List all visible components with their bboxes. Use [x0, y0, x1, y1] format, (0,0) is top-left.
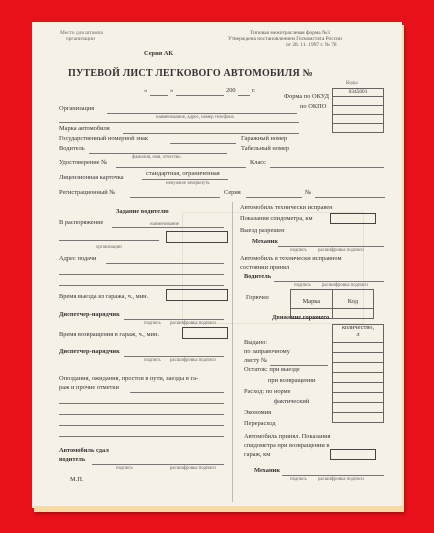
dispatcher1-decoding-hint: расшифровка подписи	[170, 321, 216, 326]
license-class-label: Класс	[250, 159, 266, 166]
series-label: Серия АК	[144, 50, 174, 57]
handed-label: Автомобиль сдал	[59, 447, 109, 454]
reg-number-label: Регистрационный №	[59, 189, 116, 196]
form-type: Типовая межотраслевая форма №3	[250, 30, 330, 36]
gov-number-label: Государственный номерной знак	[59, 135, 148, 142]
paper-stack-edge	[34, 506, 404, 512]
gov-number-line	[170, 143, 236, 144]
fuel-movement-heading: Движение горючего	[272, 314, 330, 321]
license-card-value: стандартная, ограниченная	[146, 170, 220, 177]
driver-hint: фамилия, имя, отчество	[132, 155, 181, 160]
codes-table	[332, 88, 384, 133]
mechanic-label: Механик	[252, 238, 279, 245]
return-time-label: Время возвращения в гараж, ч., мин.	[59, 331, 159, 338]
disposal-name-hint: наименование	[150, 222, 179, 227]
delays-line-2	[59, 403, 224, 404]
address-label: Адрес подачи	[59, 255, 97, 262]
organization-line-2	[59, 122, 299, 123]
accepted-driver-line	[274, 281, 384, 282]
delays-line-5	[59, 436, 224, 437]
mechanic2-decoding-hint: расшифровка подписи	[318, 477, 364, 482]
disposal-org-hint: организации	[96, 245, 122, 250]
reg-number-sign: №	[305, 189, 312, 196]
dispatcher2-line	[124, 356, 224, 357]
mechanic2-label: Механик	[254, 467, 281, 474]
disposal-code-box[interactable]	[166, 231, 228, 243]
reg-number-line-2	[315, 197, 385, 198]
car-accepted-label-3: гараж, км	[244, 451, 271, 458]
date-year-suffix: г.	[252, 87, 256, 94]
departure-label: Время выезда из гаража, ч., мин.	[59, 293, 149, 300]
license-line	[116, 167, 246, 168]
okpo-label: по ОКПО	[300, 103, 327, 110]
dispatcher1-line	[124, 319, 224, 320]
exit-allowed-label: Выезд разрешен	[240, 227, 285, 234]
remainder-return-label: при возвращении	[268, 377, 316, 384]
series-field-label: Серия	[224, 189, 241, 196]
fuel-movement-table	[332, 324, 384, 423]
codes-label: Коды	[346, 80, 358, 86]
tab-number-label: Табельный номер	[241, 145, 289, 152]
car-accepted-label-2: спидометра при возвращении в	[244, 442, 330, 449]
date-year-line	[238, 95, 250, 96]
issued-label: Выдано:	[244, 339, 268, 346]
mechanic2-line	[282, 475, 384, 476]
organization-line	[107, 113, 297, 114]
issued-label-2: по заправочному	[244, 348, 290, 355]
overspend-label: Перерасход	[244, 420, 276, 427]
qty-unit: л	[356, 330, 360, 338]
accepted-label: Автомобиль в технически исправном	[240, 255, 342, 262]
handed-driver-label: водитель	[59, 456, 86, 463]
dispatcher1-sign-hint: подпись	[144, 321, 161, 326]
delays-label: Опоздания, ожидания, простои в пути, заезды в га-	[59, 375, 199, 382]
organization-label: Организация	[59, 105, 95, 112]
consumption-label: Расход: по норме	[244, 388, 291, 395]
address-line-2	[59, 274, 224, 275]
fuel-label: Горючее	[246, 294, 269, 301]
series-field-line	[246, 197, 302, 198]
license-label: Удостоверение №	[59, 159, 108, 166]
return-odometer-box[interactable]	[330, 449, 376, 460]
address-line-3	[59, 285, 224, 286]
date-day-line	[150, 95, 168, 96]
column-divider	[232, 202, 233, 502]
accepted-label-2: состоянии принял	[240, 264, 290, 271]
approved-text: Утверждена постановлением Госкомстата России	[228, 36, 342, 42]
consumption-fact-label: фактический	[274, 398, 310, 405]
dispatcher1-label: Диспетчер-нарядчик	[59, 311, 120, 318]
qty-header: количество,	[341, 324, 375, 331]
car-brand-line	[123, 133, 299, 134]
organization-hint: наименование, адрес, номер телефона	[156, 115, 234, 120]
license-card-label: Лицензионная карточка	[59, 174, 124, 181]
mp-label: М.П.	[70, 476, 84, 483]
mechanic-line	[278, 246, 384, 247]
license-class-line	[270, 167, 384, 168]
stamp-org: организации	[66, 36, 95, 42]
document-title: ПУТЕВОЙ ЛИСТ ЛЕГКОВОГО АВТОМОБИЛЯ №	[68, 68, 313, 79]
return-time-box[interactable]	[182, 327, 228, 339]
garage-number-label: Гаражный номер	[241, 135, 288, 142]
date-quote-close: »	[170, 87, 174, 94]
delays-line-1	[130, 392, 224, 393]
economy-label: Экономия	[244, 409, 272, 416]
disposal-line-2	[59, 240, 159, 241]
odometer-label: Показания спидометра, км	[240, 215, 313, 222]
dispatcher2-sign-hint: подпись	[144, 358, 161, 363]
disposal-label: В распоряжение	[59, 219, 104, 226]
okud-value: 0345001	[348, 88, 368, 95]
accepted-sign-hint: подпись	[294, 283, 311, 288]
waybill-page	[32, 22, 402, 508]
tech-ok-label: Автомобиль технически исправен	[240, 204, 333, 211]
delays-line-3	[59, 414, 224, 415]
driver-line	[89, 153, 227, 154]
date-month-line	[176, 95, 224, 96]
reg-number-line	[130, 197, 220, 198]
accepted-decoding-hint: расшифровка подписи	[322, 283, 368, 288]
handed-decoding-hint: расшифровка подписи	[170, 466, 216, 471]
dispatcher2-label: Диспетчер-нарядчик	[59, 348, 120, 355]
driver-label: Водитель	[59, 145, 85, 152]
departure-box[interactable]	[166, 289, 228, 301]
accepted-driver-label: Водитель	[244, 273, 272, 280]
stamp-place: Место для штампа	[60, 30, 103, 36]
car-accepted-label: Автомобиль принял. Показания	[244, 433, 331, 440]
date-year: 200	[226, 87, 236, 94]
dispatcher2-decoding-hint: расшифровка подписи	[170, 358, 216, 363]
issued-label-3: листу №	[244, 357, 268, 364]
fuel-brand-header: Марка	[302, 298, 321, 305]
okud-label: Форма по ОКУД	[284, 93, 329, 100]
delays-label-2: раж и прочие отметки	[59, 384, 119, 391]
license-card-hint: ненужное зачеркнуть	[166, 181, 210, 186]
delays-line-4	[59, 425, 224, 426]
handed-line	[92, 464, 224, 465]
mechanic2-sign-hint: подпись	[290, 477, 307, 482]
task-heading: Задание водителю	[116, 208, 169, 215]
address-line-1	[106, 263, 224, 264]
odometer-box[interactable]	[330, 213, 376, 224]
license-card-line	[142, 179, 228, 180]
approved-date: от 28. 11. 1997 г. № 78	[286, 42, 337, 48]
handed-sign-hint: подпись	[116, 466, 133, 471]
mechanic-sign-hint: подпись	[290, 248, 307, 253]
fuel-code-header: Код	[347, 298, 358, 305]
date-quote-open: «	[144, 87, 148, 94]
mechanic-decoding-hint: расшифровка подписи	[318, 248, 364, 253]
car-brand-label: Марка автомобиля	[59, 125, 110, 132]
remainder-label: Остаток: при выезде	[244, 366, 300, 373]
